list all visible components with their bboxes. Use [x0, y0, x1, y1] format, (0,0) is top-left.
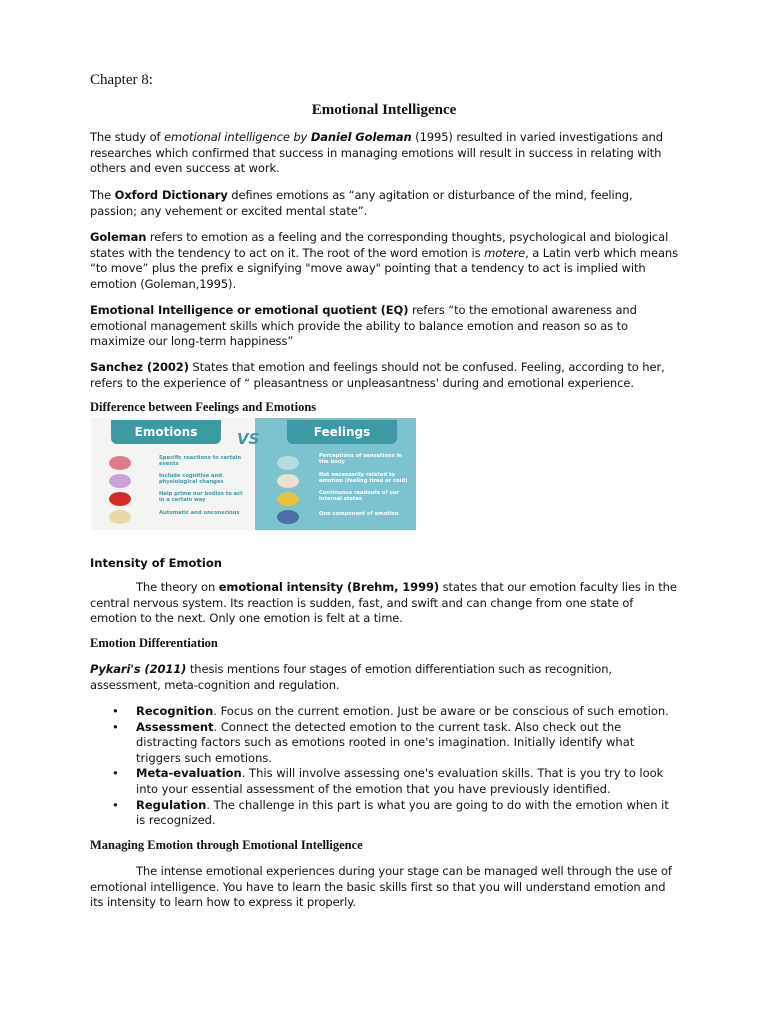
bullet: •: [112, 766, 119, 781]
text: refers “to the emotional awareness and emotional management skills which provide the ability to balance emotion and reason so as to maximize our long-term happiness”: [90, 303, 637, 349]
text-bold: emotional intensity (Brehm, 1999): [218, 580, 440, 594]
text-bold: Oxford Dictionary: [114, 188, 228, 202]
paragraph-pykari: [90, 662, 680, 693]
emotions-item: Specific reactions to certain events: [159, 455, 242, 467]
text: , a Latin verb which means “to move” plus the prefix e signifying "move away" pointing that a tendency to act is implied with emotion (Goleman,1995).: [90, 245, 678, 291]
text: (1995) resulted in varied investigations and researches which confirmed that success in managing emotions will result in success in relating with others and even success at work.: [90, 130, 663, 176]
text: The theory on: [136, 580, 219, 594]
term: Meta-evaluation: [136, 766, 242, 781]
emotions-banner: Emotions: [111, 420, 221, 444]
figures-icon: [277, 510, 299, 524]
text: . This will involve assessing one's evaluation skills. That is you try to look into your essential assessment of the emotion that you have previously identified.: [136, 766, 664, 796]
list-item: [90, 798, 680, 829]
tired-person-icon: [277, 474, 299, 488]
text: refers to emotion as a feeling and the corresponding thoughts, psychological and biological states with the tendency to act on it. The root of the word emotion is: [90, 230, 669, 260]
bullet: •: [112, 719, 119, 734]
heading-intensity: Intensity of Emotion: [90, 556, 222, 570]
feelings-item: Continuous readouts of our internal states: [319, 490, 400, 502]
text: The: [90, 188, 115, 202]
heading-managing: Managing Emotion through Emotional Intelligence: [90, 838, 363, 852]
paragraph-goleman-definition: [90, 230, 680, 292]
text-bold: Goleman: [90, 230, 147, 244]
vs-label: VS: [237, 430, 260, 448]
text-bold: Sanchez (2002): [90, 360, 189, 374]
list-item: [90, 720, 680, 767]
paragraph-eq: [90, 303, 680, 350]
paragraph-managing: The intense emotional experiences during your stage can be managed well through the use of emotional intelligence. You have to learn the basic skills first so that you will understand emotion and its intensity to learn how to express it properly.: [90, 864, 672, 910]
term: Assessment: [136, 719, 214, 734]
emotions-item: Automatic and unconscious: [159, 510, 240, 516]
feelings-item: Not necessarily related to emotion (feeling tired or cold): [319, 472, 408, 484]
head-icon: [109, 510, 131, 524]
feelings-item: Perceptions of sensations in the body: [319, 453, 402, 465]
people-group-icon: [277, 492, 299, 506]
emotions-vs-feelings-infographic: [91, 418, 416, 530]
text-bold: Emotional Intelligence or emotional quotient (EQ): [90, 303, 409, 317]
text: States that emotion and feelings should not be confused. Feeling, according to her, refers to the experience of “ pleasantness or unpleasantness' during and emotional experience.: [90, 360, 665, 390]
text: . Focus on the current emotion. Just be aware or be conscious of such emotion.: [213, 704, 669, 718]
text: defines emotions as “any agitation or disturbance of the mind, feeling, passion; any vehement or excited mental state”.: [90, 188, 633, 218]
text: states that our emotion faculty lies in the central nervous system. Its reaction is sudden, fast, and swift and can change from one state of emotion to the next. Only one emotion is felt at a time.: [90, 580, 677, 626]
text-bold-italic: Daniel Goleman: [310, 130, 412, 144]
text-bold-italic: Pykari's (2011): [90, 662, 187, 676]
meditating-person-icon: [277, 456, 299, 470]
face-icon: [109, 456, 131, 470]
bullet: •: [112, 797, 119, 812]
bullet: •: [112, 704, 119, 718]
differentiation-stages-list: [90, 704, 680, 829]
emotions-item: Include cognitive and physiological changes: [159, 473, 224, 485]
emotions-item: Help prime our bodies to act in a certain way: [159, 491, 243, 503]
text: . The challenge in this part is what you are going to do with the emotion when it is recognized.: [136, 797, 669, 828]
paragraph-goleman-study: [90, 130, 680, 177]
paragraph-oxford: [90, 188, 680, 219]
paragraph-sanchez: [90, 360, 680, 391]
list-item: [90, 704, 680, 720]
term: Regulation: [136, 797, 207, 812]
heading-differentiation: Emotion Differentiation: [90, 636, 218, 650]
text-italic: emotional intelligence by: [164, 130, 311, 144]
brain-icon: [109, 474, 131, 488]
text: . Connect the detected emotion to the current task. Also check out the distracting factors such as emotions rooted in one's imagination. Initially identify what triggers such emotions.: [136, 719, 635, 765]
term: Recognition: [136, 704, 214, 718]
text-italic: motere: [484, 245, 526, 260]
text: thesis mentions four stages of emotion differentiation such as recognition, assessment, meta-cognition and regulation.: [90, 662, 612, 692]
feelings-item: One component of emotion: [319, 511, 399, 517]
text: The study of: [90, 130, 165, 144]
angry-face-icon: [109, 492, 131, 506]
list-item: [90, 766, 680, 797]
page-title: Emotional Intelligence: [311, 102, 457, 118]
chapter-label: Chapter 8:: [90, 72, 153, 88]
feelings-banner: Feelings: [287, 420, 397, 444]
heading-difference: Difference between Feelings and Emotions: [90, 400, 317, 414]
paragraph-intensity: [90, 580, 680, 627]
